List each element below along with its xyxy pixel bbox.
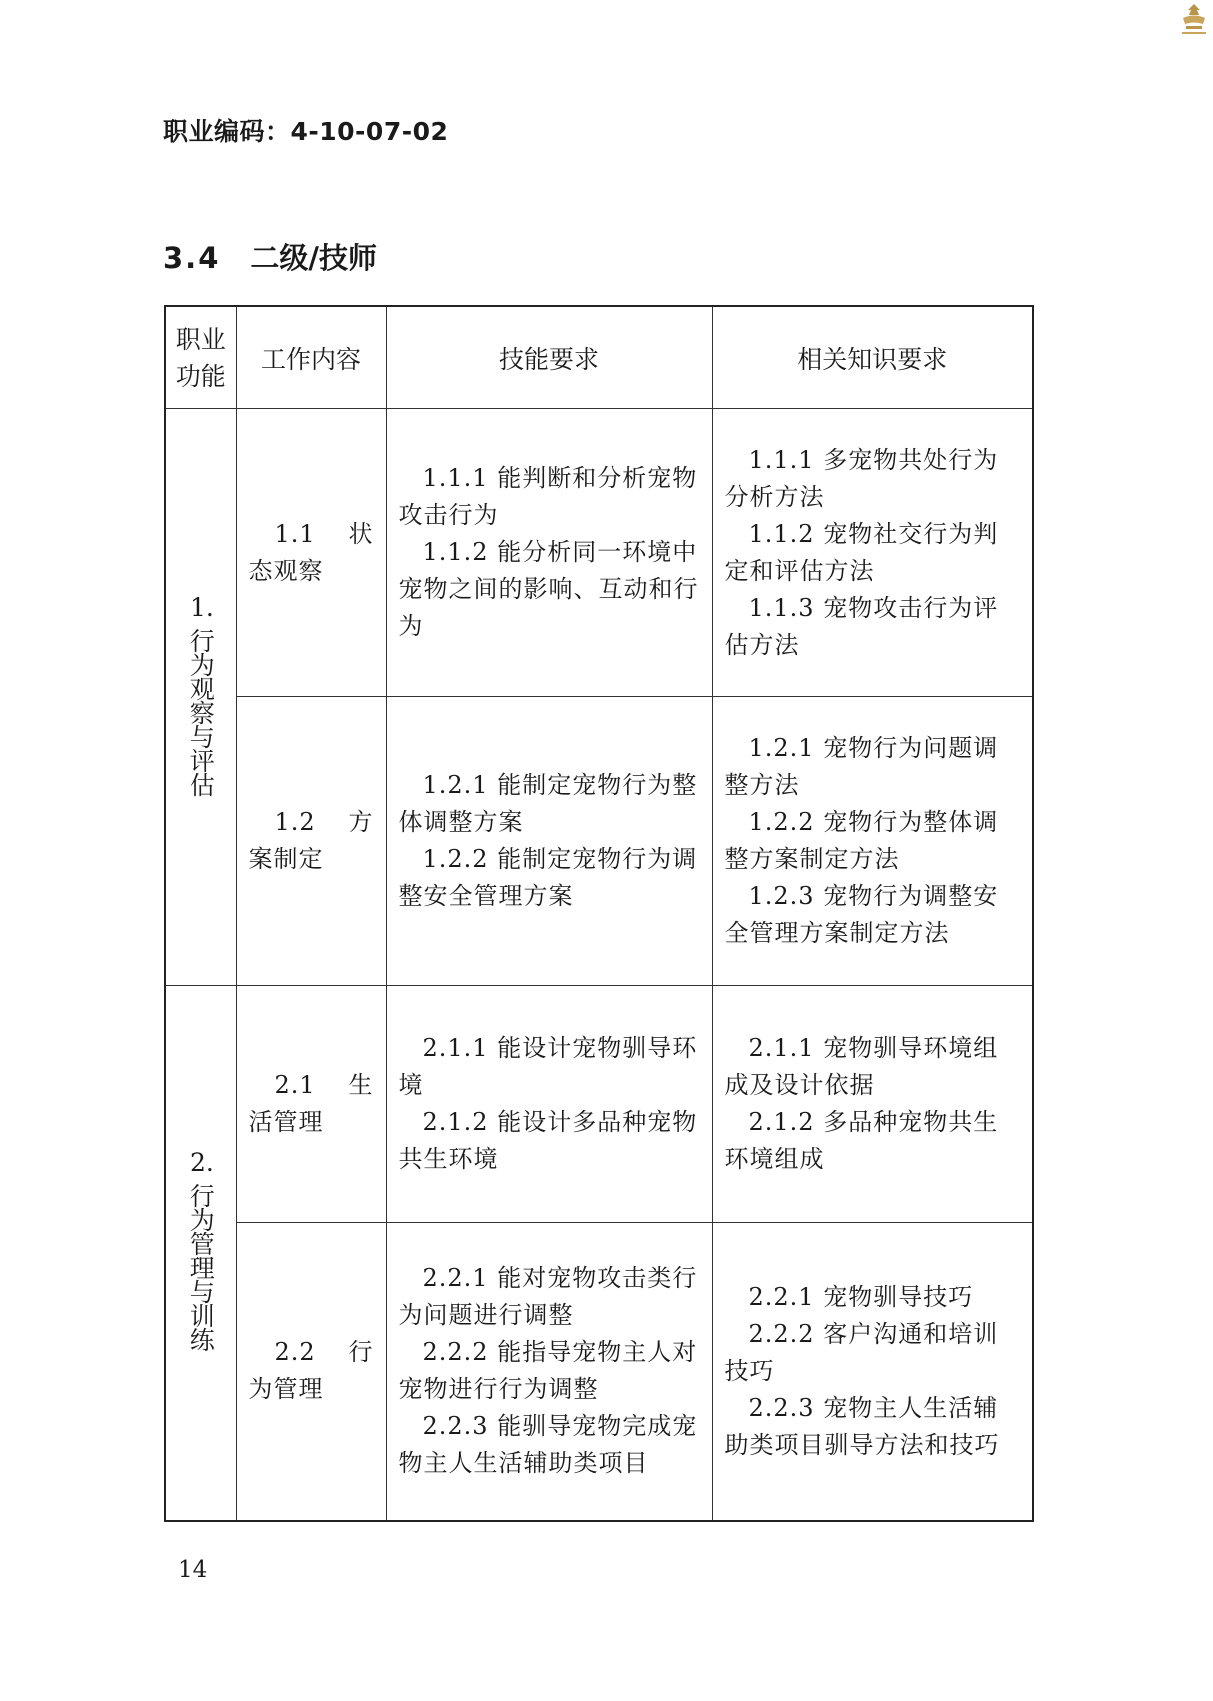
function-cell-1: 1. 行为观察与评估 — [165, 409, 236, 986]
section-number: 3.4 — [163, 241, 221, 275]
knowledge-cell: 1.2.1 宠物行为问题调整方法 1.2.2 宠物行为整体调整方案制定方法 1.2.3 宠物行为调整安全管理方案制定方法 — [712, 697, 1033, 986]
knowledge-cell: 2.1.1 宠物驯导环境组成及设计依据 2.1.2 多品种宠物共生环境组成 — [712, 986, 1033, 1223]
function-cell-2: 2. 行为管理与训练 — [165, 986, 236, 1521]
section-title: 二级/技师 — [250, 241, 377, 275]
skills-table — [164, 305, 1034, 1522]
skills-cell: 1.2.1 能制定宠物行为整体调整方案 1.2.2 能制定宠物行为调整安全管理方案 — [386, 697, 712, 986]
content-cell: 2.1 生活管理 — [236, 986, 386, 1223]
page-number: 14 — [178, 1557, 208, 1583]
occupation-code: 职业编码：4-10-07-02 — [163, 117, 449, 146]
table-row — [165, 1223, 1033, 1521]
table-row — [165, 409, 1033, 697]
table-row — [165, 697, 1033, 986]
publisher-logo-icon — [1178, 2, 1210, 38]
section-heading — [163, 236, 377, 277]
content-cell: 2.2 行为管理 — [236, 1223, 386, 1521]
knowledge-cell: 2.2.1 宠物驯导技巧 2.2.2 客户沟通和培训技巧 2.2.3 宠物主人生活辅助类项目驯导方法和技巧 — [712, 1223, 1033, 1521]
table-header-row — [165, 306, 1033, 409]
header-content: 工作内容 — [236, 306, 386, 409]
knowledge-cell: 1.1.1 多宠物共处行为分析方法 1.1.2 宠物社交行为判定和评估方法 1.1.3 宠物攻击行为评估方法 — [712, 409, 1033, 697]
header-function: 职业 功能 — [165, 306, 236, 409]
header-skills: 技能要求 — [386, 306, 712, 409]
skills-cell: 1.1.1 能判断和分析宠物攻击行为 1.1.2 能分析同一环境中宠物之间的影响、互动和行为 — [386, 409, 712, 697]
content-cell: 1.2 方案制定 — [236, 697, 386, 986]
table-row — [165, 986, 1033, 1223]
header-knowledge: 相关知识要求 — [712, 306, 1033, 409]
skills-cell: 2.1.1 能设计宠物驯导环境 2.1.2 能设计多品种宠物共生环境 — [386, 986, 712, 1223]
skills-cell: 2.2.1 能对宠物攻击类行为问题进行调整 2.2.2 能指导宠物主人对宠物进行行为调整 2.2.3 能驯导宠物完成宠物主人生活辅助类项目 — [386, 1223, 712, 1521]
content-cell: 1.1 状态观察 — [236, 409, 386, 697]
